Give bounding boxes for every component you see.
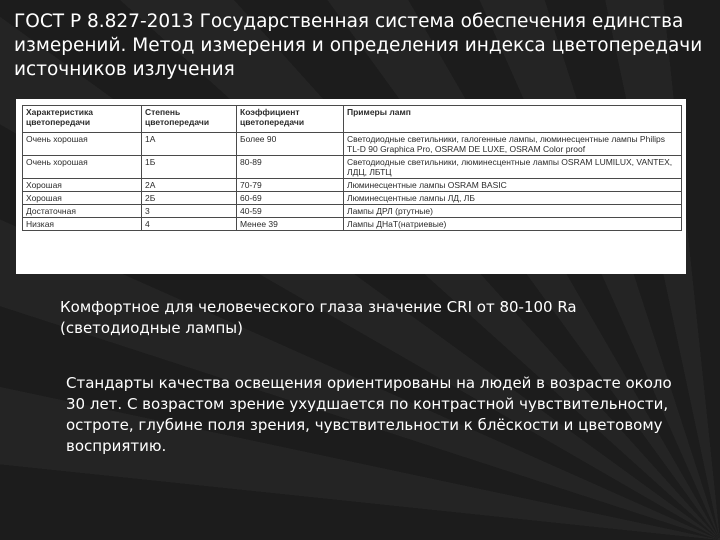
table-row — [23, 179, 682, 192]
slide-title: ГОСТ Р 8.827-2013 Государственная система обеспечения единства измерений. Метод измерения и определения индекса цветопередачи источников излучения — [14, 11, 703, 80]
cell-examples: Лампы ДНаТ(натриевые) — [344, 218, 682, 231]
cell-coefficient: 80-89 — [237, 156, 344, 179]
cri-comfort-paragraph: Комфортное для человеческого глаза значение CRI от 80-100 Ra (светодиодные лампы) — [60, 298, 577, 337]
cri-table — [22, 105, 682, 231]
table-header-row — [23, 106, 682, 133]
table-row — [23, 156, 682, 179]
cell-characteristic: Хорошая — [23, 179, 142, 192]
header-coefficient: Коэффициент цветопередачи — [237, 106, 344, 133]
cri-table-image — [16, 99, 686, 274]
cell-coefficient: 60-69 — [237, 192, 344, 205]
cell-characteristic: Хорошая — [23, 192, 142, 205]
header-examples: Примеры ламп — [344, 106, 682, 133]
header-degree: Степень цветопередачи — [142, 106, 237, 133]
cell-degree: 1Б — [142, 156, 237, 179]
cell-characteristic: Очень хорошая — [23, 133, 142, 156]
cell-degree: 2Б — [142, 192, 237, 205]
cell-examples: Светодиодные светильники, галогенные лампы, люминесцентные лампы Philips TL-D 90 Graphica Pro, OSRAM DE LUXE, OSRAM Color proof — [344, 133, 682, 156]
cell-examples: Светодиодные светильники, люминесцентные лампы OSRAM LUMILUX, VANTEX, ЛДЦ, ЛБТЦ — [344, 156, 682, 179]
table-row — [23, 192, 682, 205]
cell-examples: Люминесцентные лампы OSRAM BASIC — [344, 179, 682, 192]
cell-characteristic: Очень хорошая — [23, 156, 142, 179]
cell-coefficient: 70-79 — [237, 179, 344, 192]
cell-degree: 2A — [142, 179, 237, 192]
cell-characteristic: Достаточная — [23, 205, 142, 218]
cell-coefficient: Менее 39 — [237, 218, 344, 231]
cell-degree: 4 — [142, 218, 237, 231]
cell-degree: 1A — [142, 133, 237, 156]
table-row — [23, 218, 682, 231]
lighting-standards-paragraph: Стандарты качества освещения ориентированы на людей в возрасте около 30 лет. С возрастом зрение ухудшается по контрастной чувствительности, остроте, глубине поля зрения, чувствительности к блёскости и цветовому восприятию. — [66, 374, 672, 455]
cell-coefficient: 40-59 — [237, 205, 344, 218]
table-row — [23, 205, 682, 218]
table-row — [23, 133, 682, 156]
cell-degree: 3 — [142, 205, 237, 218]
header-characteristic: Характеристика цветопередачи — [23, 106, 142, 133]
cell-characteristic: Низкая — [23, 218, 142, 231]
cell-coefficient: Более 90 — [237, 133, 344, 156]
cell-examples: Люминесцентные лампы ЛД, ЛБ — [344, 192, 682, 205]
cell-examples: Лампы ДРЛ (ртутные) — [344, 205, 682, 218]
